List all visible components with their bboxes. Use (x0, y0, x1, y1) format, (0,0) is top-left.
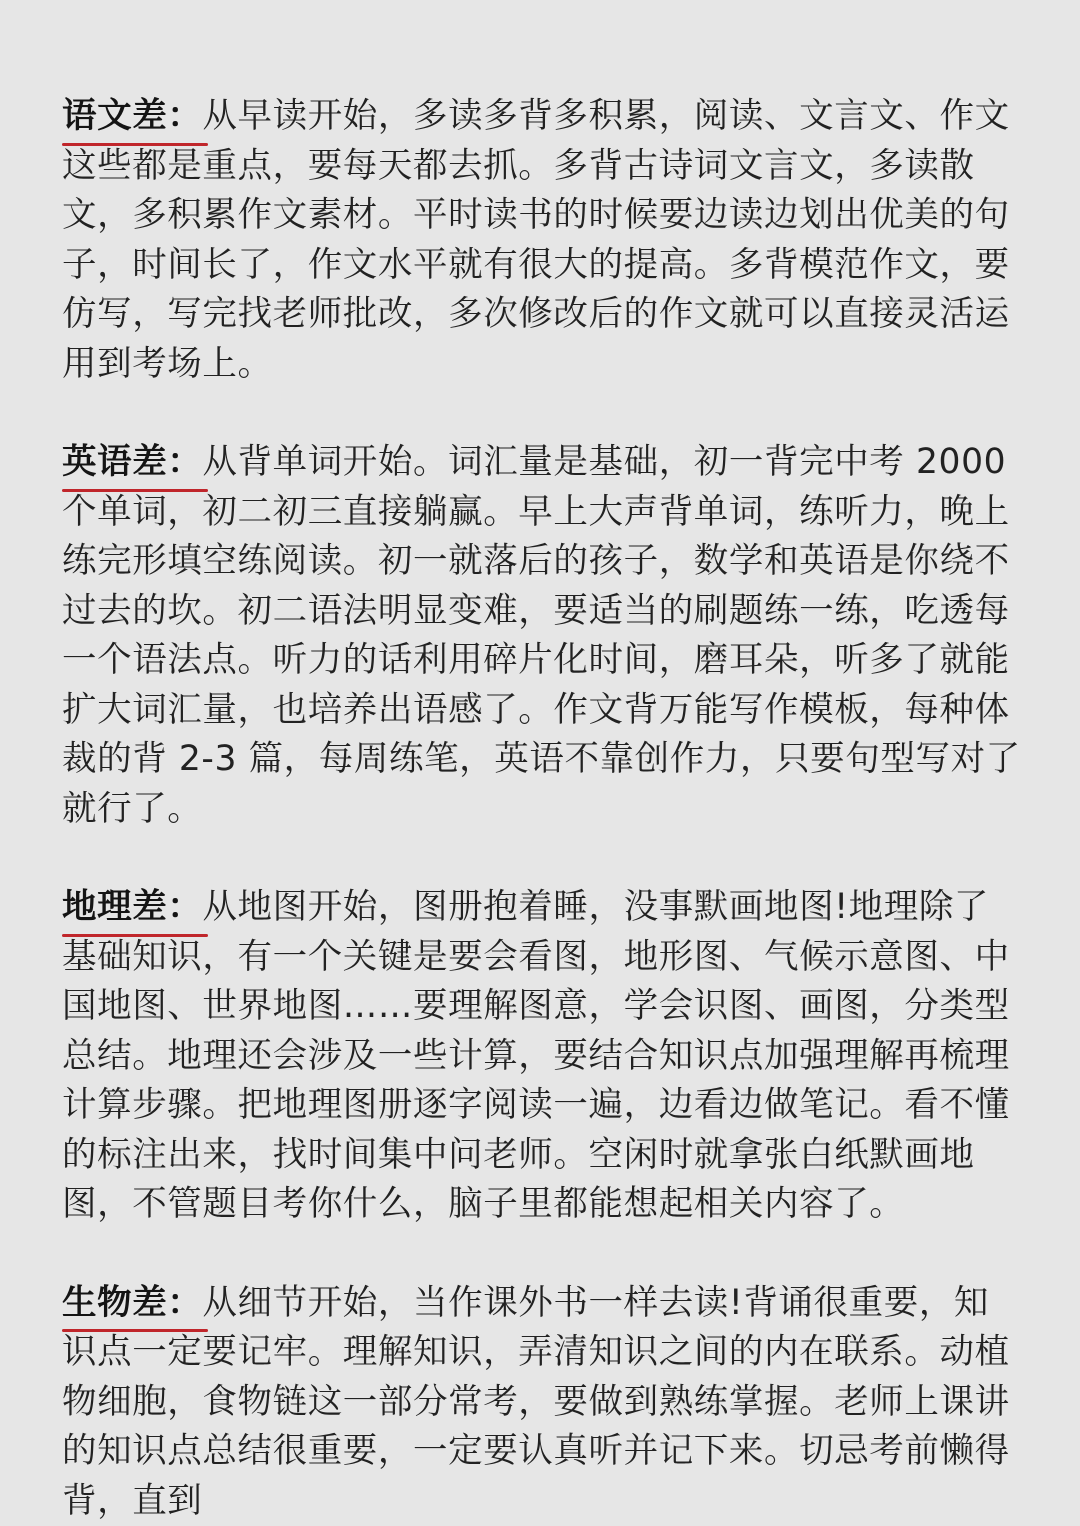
section-geography (62, 883, 1024, 1230)
section-text-chinese: 从早读开始，多读多背多积累，阅读、文言文、作文这些都是重点，要每天都去抓。多背古诗词文言文，多读散文，多积累作文素材。平时读书的时候要边读边划出优美的句子，时间长了，作文水平就有很大的提高。多背模范作文，要仿写，写完找老师批改，多次修改后的作文就可以直接灵活运用到考场上。 (62, 96, 1010, 384)
subject-heading-chinese: 语文差： (62, 92, 202, 142)
subject-heading-geography: 地理差： (62, 883, 202, 933)
section-text-geography: 从地图开始，图册抱着睡，没事默画地图!地理除了基础知识，有一个关键是要会看图，地形图、气候示意图、中国地图、世界地图……要理解图意，学会识图、画图，分类型总结。地理还会涉及一些计算，要结合知识点加强理解再梳理计算步骤。把地理图册逐字阅读一遍，边看边做笔记。看不懂的标注出来，找时间集中问老师。空闲时就拿张白纸默画地图，不管题目考你什么，脑子里都能想起相关内容了。 (62, 887, 1010, 1224)
subject-heading-english: 英语差： (62, 438, 202, 488)
section-biology (62, 1279, 1024, 1526)
section-text-english: 从背单词开始。词汇量是基础，初一背完中考 2000 个单词，初二初三直接躺赢。早上大声背单词，练听力，晚上练完形填空练阅读。初一就落后的孩子，数学和英语是你绕不过去的坎。初二语法明显变难，要适当的刷题练一练，吃透每一个语法点。听力的话利用碎片化时间，磨耳朵，听多了就能扩大词汇量，也培养出语感了。作文背万能写作模板，每种体裁的背 2-3 篇，每周练笔，英语不靠创作力，只要句型写对了就行了。 (62, 442, 1021, 829)
section-chinese (62, 92, 1024, 389)
subject-heading-biology: 生物差： (62, 1279, 202, 1329)
section-english (62, 438, 1024, 834)
section-text-biology: 从细节开始，当作课外书一样去读!背诵很重要，知识点一定要记牢。理解知识，弄清知识之间的内在联系。动植物细胞，食物链这一部分常考，要做到熟练掌握。老师上课讲的知识点总结很重要，一定要认真听并记下来。切忌考前懒得背，直到 (62, 1283, 1010, 1521)
